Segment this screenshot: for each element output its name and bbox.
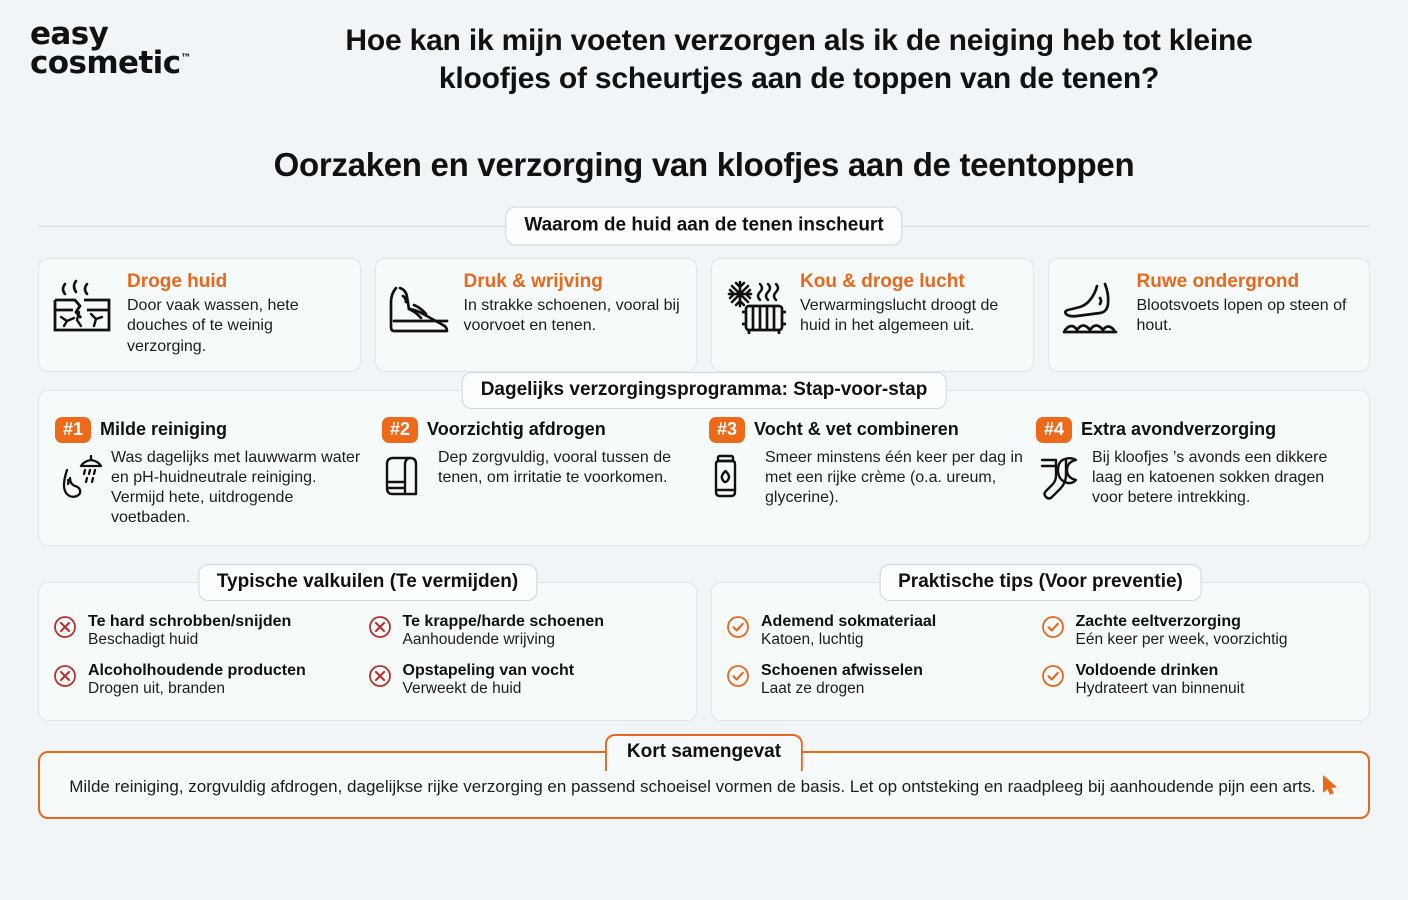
summary-text: Milde reiniging, zorgvuldig afdrogen, dagelijkse rijke verzorging en passend schoeisel vormen de basis. Let op ontsteking en raadpleeg bij aanhoudende pijn een arts. (69, 777, 1316, 797)
pitfalls-tips-row (38, 570, 1370, 722)
summary-section (38, 741, 1370, 819)
brand-logo (0, 14, 270, 81)
pitfall-text: Drogen uit, branden (88, 679, 226, 697)
cause-card-title: Droge huid (127, 271, 228, 292)
step-text: Bij kloofjes ’s avonds een dikkere laag en katoenen sokken dragen voor betere intrekking. (1092, 448, 1328, 507)
tip-title: Zachte eeltverzorging (1075, 612, 1241, 630)
tips-heading-light: (Voor preventie) (1038, 570, 1183, 592)
program-heading-badge: Dagelijks verzorgingsprogramma: Stap-voor-stap (462, 372, 947, 409)
cause-card (1048, 258, 1371, 372)
circle-check-icon (1041, 662, 1067, 699)
cause-card-text: In strakke schoenen, vooral bij voorvoet en tenen. (463, 296, 680, 335)
cause-card-text: Door vaak wassen, hete douches of te weinig verzorging. (127, 296, 299, 355)
program-step (709, 417, 1026, 529)
sock-moon-icon (1036, 448, 1084, 508)
mouse-cursor-icon (1322, 775, 1339, 796)
causes-heading-badge: Waarom de huid aan de tenen inscheurt (505, 207, 902, 246)
pitfall-item (53, 656, 368, 705)
pitfalls-heading-badge (198, 564, 537, 601)
step-number-badge: #2 (382, 417, 418, 443)
tips-panel (711, 582, 1370, 722)
cause-card (38, 258, 361, 372)
tip-item (726, 607, 1041, 656)
program-step (55, 417, 372, 529)
pitfalls-heading-bold: Typische valkuilen (216, 570, 385, 592)
circle-check-icon (726, 613, 752, 650)
cause-card-text: Blootsvoets lopen op steen of hout. (1136, 296, 1347, 335)
pitfalls-panel (38, 582, 697, 722)
step-number-badge: #4 (1036, 417, 1072, 443)
page-question-title: Hoe kan ik mijn voeten verzorgen als ik de neiging heb tot kleine kloofjes of scheurtjes aan de toppen van de tenen? (345, 24, 1253, 96)
step-title: Extra avondverzorging (1081, 419, 1277, 440)
pitfall-title: Te hard schrobben/snijden (88, 612, 292, 630)
cause-card (711, 258, 1034, 372)
step-number-badge: #1 (55, 417, 91, 443)
causes-card-row (38, 258, 1370, 372)
tip-text: Katoen, luchtig (761, 630, 864, 648)
snowflake-radiator-icon (724, 272, 790, 338)
tip-title: Ademend sokmateriaal (761, 612, 937, 630)
cause-card-title: Ruwe ondergrond (1136, 271, 1300, 292)
causes-section-header (38, 206, 1370, 246)
pitfall-title: Alcoholhoudende producten (88, 661, 306, 679)
page-title: Oorzaken en verzorging van kloofjes aan de teentoppen (273, 146, 1135, 183)
circle-x-icon (368, 662, 394, 699)
step-title: Vocht & vet combineren (754, 419, 959, 440)
tips-heading-badge (879, 564, 1202, 601)
tip-item (1041, 607, 1356, 656)
summary-text-wrap (66, 775, 1342, 799)
circle-x-icon (53, 662, 79, 699)
pitfall-item (368, 607, 683, 656)
circle-check-icon (1041, 613, 1067, 650)
step-text: Smeer minstens één keer per dag in met een rijke crème (o.a. ureum, glycerine). (765, 448, 1023, 507)
program-panel (38, 390, 1370, 546)
pitfall-text: Aanhoudende wrijving (402, 630, 556, 648)
program-section (38, 379, 1370, 546)
tip-title: Voldoende drinken (1075, 661, 1219, 679)
tip-item (1041, 656, 1356, 705)
circle-x-icon (53, 613, 79, 650)
step-title: Milde reiniging (100, 419, 228, 440)
cause-card (375, 258, 698, 372)
pitfalls-items (53, 607, 682, 705)
pitfalls-section (38, 570, 697, 722)
tip-text: Hydrateert van binnenuit (1075, 679, 1245, 697)
cause-card-title: Kou & droge lucht (800, 271, 965, 292)
brand-line-2: cosmetic (30, 44, 181, 81)
program-steps (55, 417, 1353, 529)
pitfall-text: Beschadigt huid (88, 630, 199, 648)
step-title: Voorzichtig afdrogen (427, 419, 606, 440)
circle-check-icon (726, 662, 752, 699)
pitfall-title: Te krappe/harde schoenen (402, 612, 605, 630)
circle-x-icon (368, 613, 394, 650)
cause-card-text: Verwarmingslucht droogt de huid in het algemeen uit. (800, 296, 999, 335)
step-number-badge: #3 (709, 417, 745, 443)
bare-foot-rough-ground-icon (1061, 272, 1127, 336)
program-step (382, 417, 699, 529)
tips-items (726, 607, 1355, 705)
cracked-skin-icon (51, 272, 117, 336)
cream-tube-icon (709, 448, 757, 508)
program-step (1036, 417, 1353, 529)
brand-line-1: easy (30, 16, 109, 52)
step-text: Was dagelijks met lauwwarm water en pH-huidneutrale reiniging. Vermijd hete, uitdrogende voetbaden. (111, 448, 361, 527)
cause-card-title: Druk & wrijving (463, 271, 603, 292)
pitfall-title: Opstapeling van vocht (402, 661, 575, 679)
tips-heading-bold: Praktische tips (898, 570, 1034, 592)
tips-section (711, 570, 1370, 722)
step-text: Dep zorgvuldig, vooral tussen de tenen, om irritatie te voorkomen. (438, 448, 672, 487)
pitfall-item (368, 656, 683, 705)
tip-title: Schoenen afwisselen (761, 661, 923, 679)
pitfall-text: Verweekt de huid (402, 679, 522, 697)
towel-icon (382, 448, 430, 498)
tip-text: Eén keer per week, voorzichtig (1075, 630, 1288, 648)
tip-text: Laat ze drogen (761, 679, 865, 697)
pitfalls-heading-light: (Te vermijden) (389, 570, 519, 592)
summary-heading-badge: Kort samengevat (605, 734, 803, 771)
pitfall-item (53, 607, 368, 656)
trademark-symbol: ™ (180, 51, 192, 65)
page-header (0, 0, 1408, 118)
foot-shower-icon (55, 448, 103, 529)
shoe-icon (388, 272, 454, 336)
tip-item (726, 656, 1041, 705)
